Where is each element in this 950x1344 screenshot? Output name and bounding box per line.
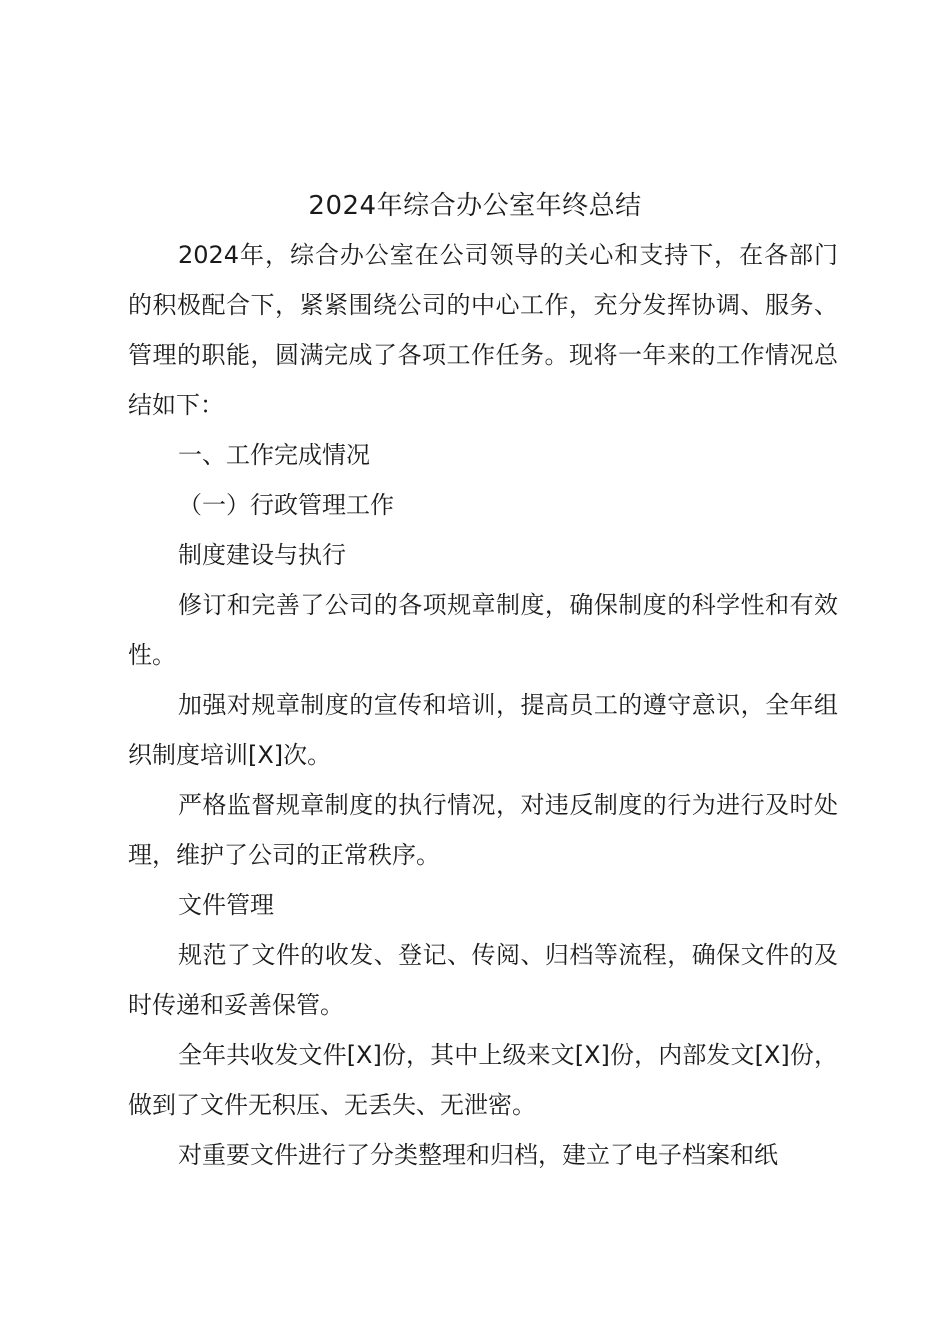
- document-title: 2024年综合办公室年终总结: [308, 191, 642, 221]
- section-heading-1: 一、工作完成情况: [178, 441, 370, 469]
- paragraph-rules-3: 严格监督规章制度的执行情况，对违反制度的行为进行及时处理，维护了公司的正常秩序。: [128, 791, 838, 869]
- topic-heading-rules: 制度建设与执行: [178, 541, 346, 569]
- paragraph-rules-1: 修订和完善了公司的各项规章制度，确保制度的科学性和有效性。: [128, 591, 838, 669]
- topic-heading-files: 文件管理: [178, 891, 274, 919]
- paragraph-rules-2: 加强对规章制度的宣传和培训，提高员工的遵守意识，全年组织制度培训[X]次。: [128, 691, 838, 769]
- document-body: [128, 230, 838, 1180]
- paragraph-files-3: 对重要文件进行了分类整理和归档，建立了电子档案和纸: [178, 1141, 778, 1169]
- paragraph-intro: 2024年，综合办公室在公司领导的关心和支持下，在各部门的积极配合下，紧紧围绕公司的中心工作，充分发挥协调、服务、管理的职能，圆满完成了各项工作任务。现将一年来的工作情况总结如下：: [128, 241, 838, 419]
- subsection-heading-1: （一）行政管理工作: [178, 491, 394, 519]
- paragraph-files-1: 规范了文件的收发、登记、传阅、归档等流程，确保文件的及时传递和妥善保管。: [128, 941, 838, 1019]
- paragraph-files-2: 全年共收发文件[X]份，其中上级来文[X]份，内部发文[X]份，做到了文件无积压、无丢失、无泄密。: [128, 1041, 838, 1119]
